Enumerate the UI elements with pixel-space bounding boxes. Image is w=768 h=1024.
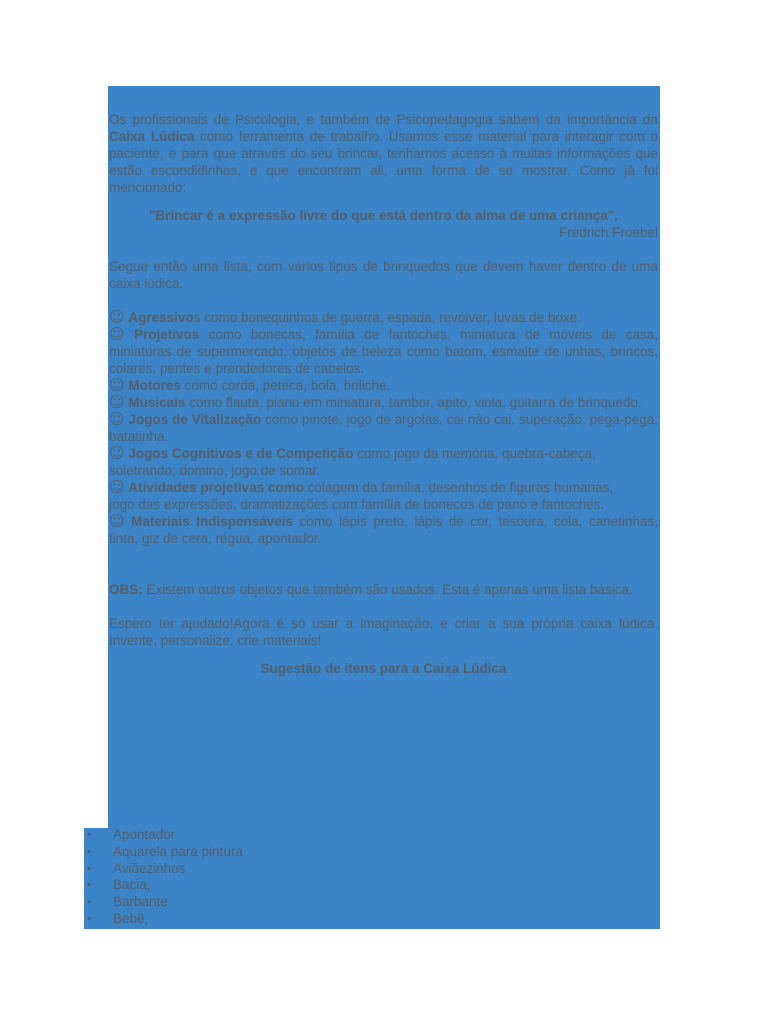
category-name: Motores (128, 378, 181, 393)
suggestion-label: Bacia, (113, 877, 151, 893)
category-name: Jogos de Vitalização (128, 412, 262, 427)
suggestion-item (86, 911, 486, 928)
bullet-icon: • (87, 862, 91, 875)
suggestion-item (86, 894, 486, 911)
list-intro-paragraph: Segue então uma lista, com vários tipos de brinquedos que devem haver dentro de uma caixa lúdica. (109, 259, 658, 291)
suggestion-item (86, 877, 486, 894)
quote-author: Fredrich Froebel (558, 225, 658, 240)
category-description: como jogo da memória, quebra-cabeça, (353, 446, 596, 461)
category-name: Agressivo (128, 310, 194, 325)
category-name: Materiais Indispensáveis (131, 514, 294, 529)
category-item (109, 377, 658, 394)
category-name: Musicais (128, 395, 186, 410)
toy-category-list (109, 309, 658, 547)
smiley-icon: ☺ (109, 325, 125, 343)
category-item (109, 411, 658, 445)
category-description: como pinote, jogo de argolas, cai não cai, superação, pega-pega, batatinha. (109, 412, 658, 444)
category-description: colagem da família, desenhos de figuras humanas, (303, 480, 614, 495)
category-continuation: soletrando, dominó, jogo de somar. (109, 463, 320, 478)
smiley-icon: ☺ (109, 393, 125, 411)
smiley-icon: ☺ (109, 478, 125, 496)
smiley-icon: ☺ (109, 444, 125, 462)
obs-label: OBS: (109, 582, 143, 597)
category-description: s como bonequinhos de guerra, espada, revólver, luvas de boxe. (193, 310, 581, 325)
suggestion-item (86, 861, 486, 878)
smiley-icon: ☺ (109, 410, 125, 428)
bullet-icon: • (87, 896, 91, 909)
category-name: Jogos Cognitivos e de Competição (128, 446, 354, 461)
category-description: como bonecas, família de fantoches, miniatura de móveis de casa, miniaturas de supermercado, objetos de beleza como batom, esmalte de unhas, brincos, colares, pentes e prendedores de cabelos. (109, 327, 658, 376)
category-item (109, 513, 658, 547)
caixa-ludica-term: Caixa Lúdica (109, 129, 195, 144)
suggestion-list (86, 827, 486, 928)
suggestion-label: Aviõezinhos (113, 860, 186, 876)
category-item (109, 394, 658, 411)
suggestion-label: Bebê, (113, 910, 149, 926)
document-body (109, 111, 658, 677)
category-description: como flauta, piano em miniatura, tambor, apito, viola, guitarra de brinquedo. (185, 395, 642, 410)
suggestions-title: Sugestão de itens para a Caixa Lúdica (260, 661, 507, 676)
suggestion-item (86, 844, 486, 861)
intro-paragraph: Os profissionais de Psicologia, e também de Psicopedagogia sabem da importância da Caixa Lúdica como ferramenta de trabalho. Usamos esse material para interagir com o paciente, e para que através do seu brincar, tenhamos acesso à muitas informações que estão escondidinhas, e que encontram ali, uma forma de se mostrar. Como já foi mencionado: (109, 112, 658, 195)
category-item (109, 326, 658, 377)
bullet-icon: • (87, 829, 91, 841)
category-description: como corda, peteca, bola, boliche. (180, 378, 391, 393)
category-name: Projetivos (133, 327, 200, 342)
category-continuation: jogo das expressões, dramatizações com família de bonecos de pano e fantoches. (109, 497, 605, 512)
category-name: Atividades projetivas como (128, 480, 304, 495)
smiley-icon: ☺ (109, 376, 125, 394)
category-item (109, 479, 658, 496)
bullet-icon: • (87, 845, 91, 858)
suggestion-label: Apontador (113, 827, 176, 842)
suggestion-item (86, 827, 486, 844)
suggestion-label: Barbante (113, 894, 168, 910)
category-item (109, 445, 658, 462)
category-description: como lápis preto, lápis de cor, tesoura, cola, canetinhas, tinta, giz de cera, régua, apontador. (109, 514, 658, 546)
bullet-icon: • (87, 912, 91, 925)
bullet-icon: • (87, 879, 91, 892)
obs-paragraph: OBS: Existem outros objetos que também são usados. Esta é apenas uma lista básica. (109, 582, 633, 597)
closing-paragraph: Espero ter ajudado!Agora é só usar a imaginação, e criar a sua própria caixa lúdica. Invente, personalize, crie materiais! (109, 616, 658, 648)
category-item (109, 309, 658, 326)
suggestion-label: Aquarela para pintura (113, 843, 243, 859)
quote-text: "Brincar é a expressão livre do que está dentro da alma de uma criança". (149, 208, 618, 223)
smiley-icon: ☺ (109, 512, 125, 530)
smiley-icon: ☺ (109, 308, 125, 326)
